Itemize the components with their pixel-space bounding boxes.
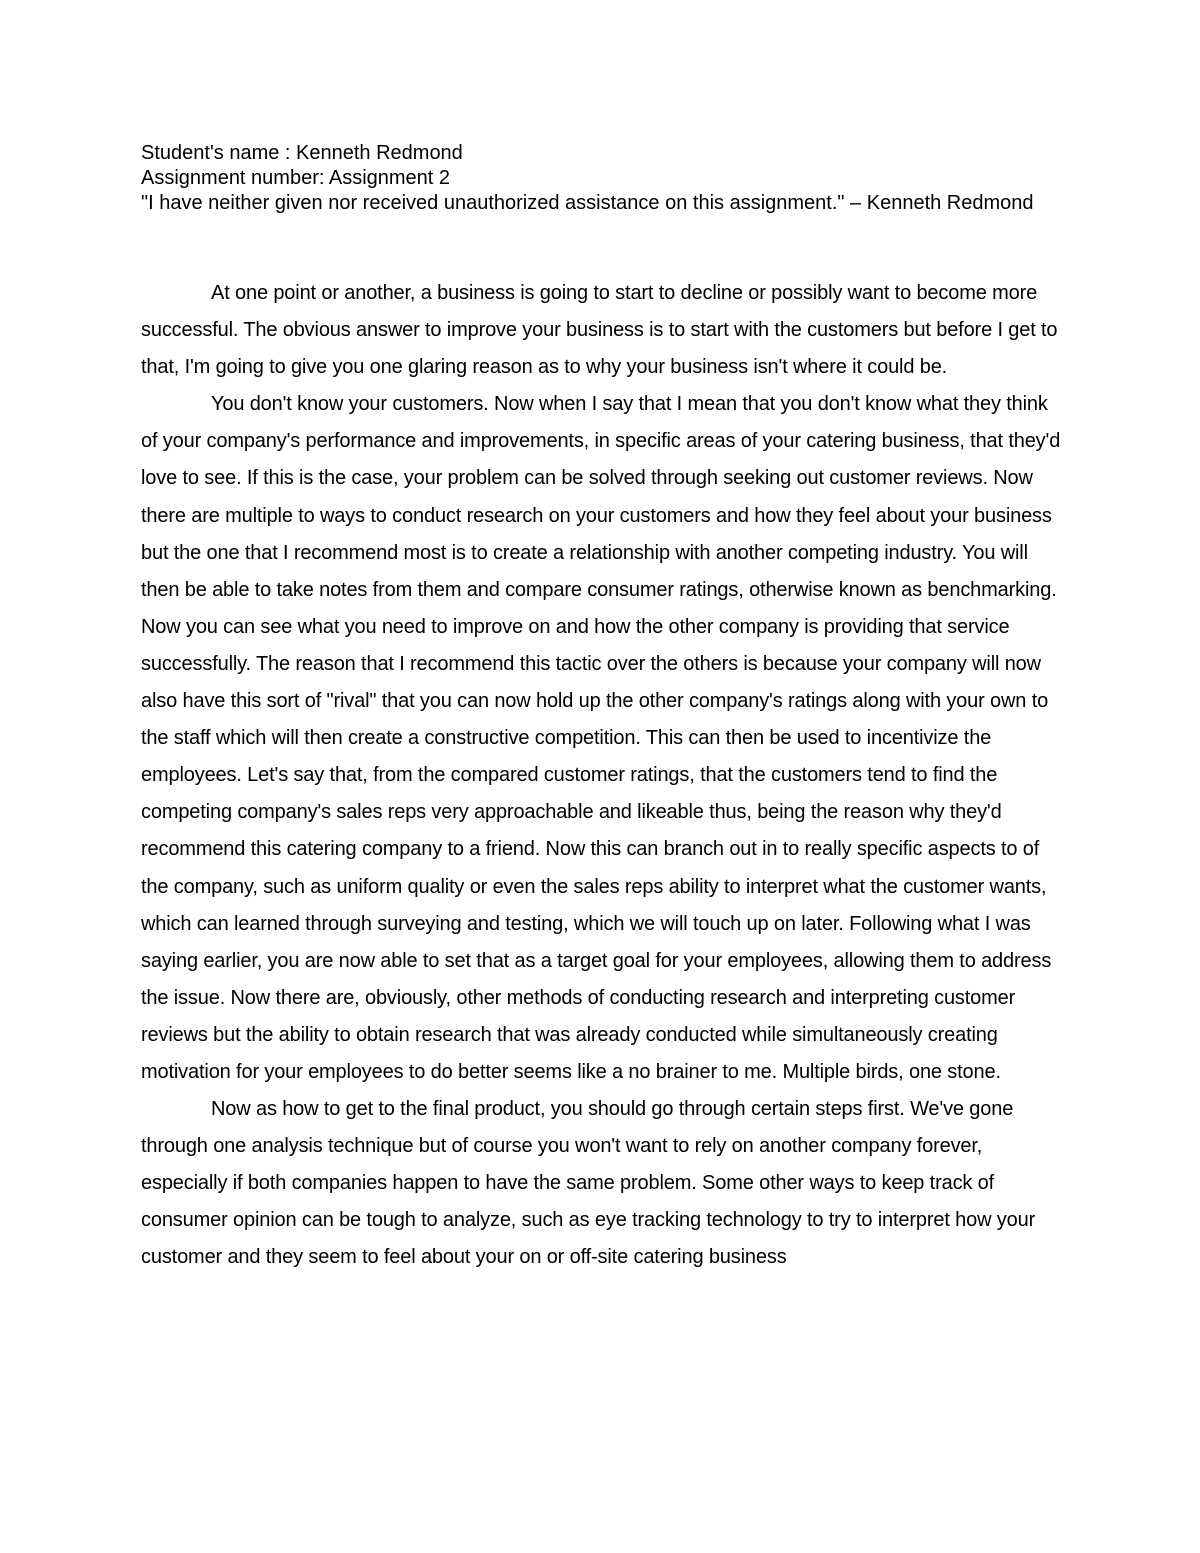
document-header <box>141 141 1061 216</box>
assignment-number-line: Assignment number: Assignment 2 <box>141 167 451 189</box>
student-name-line: Student's name : Kenneth Redmond <box>141 142 463 164</box>
honor-pledge-line: "I have neither given nor received unauthorized assistance on this assignment." – Kenneth Redmond <box>141 192 1034 214</box>
essay-body <box>141 275 1061 1277</box>
paragraph-3: Now as how to get to the final product, you should go through certain steps first. We've gone through one analysis technique but of course you won't want to rely on another company forever, especially if both companies happen to have the same problem. Some other ways to keep track of consumer opinion can be tough to analyze, such as eye tracking technology to try to interpret how your customer and they seem to feel about your on or off-site catering business <box>141 1098 1036 1269</box>
paragraph-2: You don't know your customers. Now when I say that I mean that you don't know what they think of your company's performance and improvements, in specific areas of your catering business, that they'd love to see. If this is the case, your problem can be solved through seeking out customer reviews. Now there are multiple to ways to conduct research on your customers and how they feel about your business but the one that I recommend most is to create a relationship with another competing industry. You will then be able to take notes from them and compare consumer ratings, otherwise known as benchmarking. Now you can see what you need to improve on and how the other company is providing that service successfully. The reason that I recommend this tactic over the others is because your company will now also have this sort of "rival" that you can now hold up the other company's ratings along with your own to the staff which will then create a constructive competition. This can then be used to incentivize the employees. Let's say that, from the compared customer ratings, that the customers tend to find the competing company's sales reps very approachable and likeable thus, being the reason why they'd recommend this catering company to a friend. Now this can branch out in to really specific aspects to of the company, such as uniform quality or even the sales reps ability to interpret what the customer wants, which can learned through surveying and testing, which we will touch up on later. Following what I was saying earlier, you are now able to set that as a target goal for your employees, allowing them to address the issue. Now there are, obviously, other methods of conducting research and interpreting customer reviews but the ability to obtain research that was already conducted while simultaneously creating motivation for your employees to do better seems like a no brainer to me. Multiple birds, one stone. <box>141 393 1061 1083</box>
paragraph-1: At one point or another, a business is going to start to decline or possibly want to become more successful. The obvious answer to improve your business is to start with the customers but before I get to that, I'm going to give you one glaring reason as to why your business isn't where it could be. <box>141 282 1058 379</box>
